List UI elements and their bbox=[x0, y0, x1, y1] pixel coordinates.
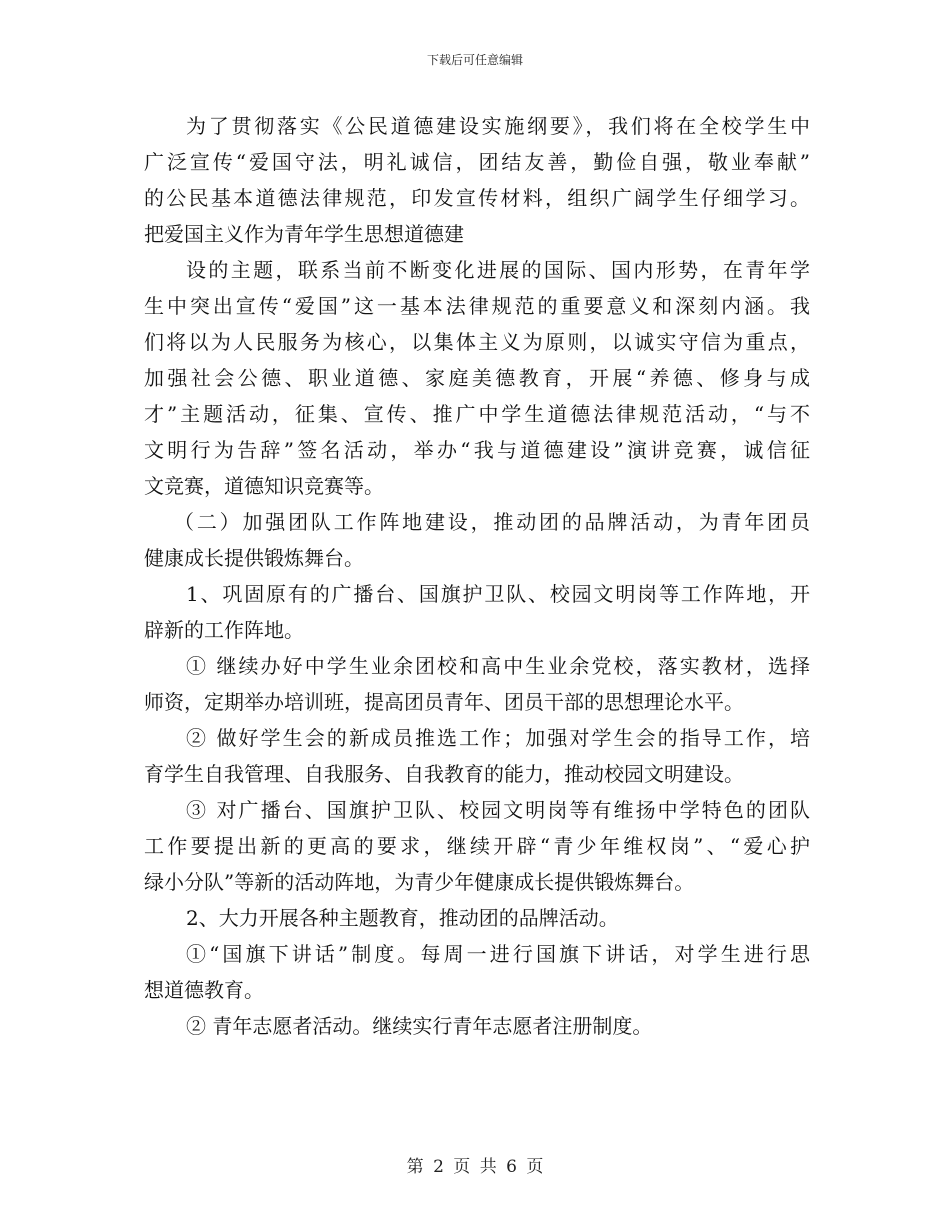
list-item-line: 绿小分队”等新的活动阵地，为青少年健康成长提供锻炼舞台。 bbox=[144, 870, 695, 894]
paragraph-line: 设的主题，联系当前不断变化进展的国际、国内形势，在青年学 bbox=[186, 258, 810, 282]
list-item-line: ① 继续办好中学生业余团校和高中生业余党校，落实教材，选择 bbox=[186, 654, 810, 678]
list-item-line: 想道德教育。 bbox=[144, 978, 264, 1002]
paragraph-line: 为了贯彻落实《公民道德建设实施纲要》，我们将在全校学生中 bbox=[186, 114, 810, 138]
paragraph-line: 文竞赛，道德知识竞赛等。 bbox=[144, 474, 384, 498]
paragraph-line: 们将以为人民服务为核心，以集体主义为原则，以诚实守信为重点， bbox=[144, 330, 810, 354]
document-body bbox=[144, 108, 810, 1044]
paragraph-line: 广泛宣传“爱国守法，明礼诚信，团结友善，勤俭自强，敬业奉献” bbox=[144, 150, 810, 174]
list-item-line: ③ 对广播台、国旗护卫队、校园文明岗等有维扬中学特色的团队 bbox=[186, 798, 810, 822]
paragraph-line: 文明行为告辞”签名活动，举办“我与道德建设”演讲竞赛，诚信征 bbox=[144, 438, 810, 462]
list-item-line: ② 青年志愿者活动。继续实行青年志愿者注册制度。 bbox=[186, 1014, 653, 1038]
section-heading-line: （二）加强团队工作阵地建设，推动团的品牌活动，为青年团员 bbox=[174, 510, 810, 534]
paragraph-line: 加强社会公德、职业道德、家庭美德教育，开展“养德、修身与成 bbox=[144, 366, 810, 390]
list-item-line: ①“国旗下讲话”制度。每周一进行国旗下讲话，对学生进行思 bbox=[186, 942, 810, 966]
paragraph-line: 1、巩固原有的广播台、国旗护卫队、校园文明岗等工作阵地，开 bbox=[186, 582, 810, 606]
paragraph-line: 辟新的工作阵地。 bbox=[144, 618, 304, 642]
list-item-line: ② 做好学生会的新成员推选工作；加强对学生会的指导工作，培 bbox=[186, 726, 810, 750]
list-item-line: 师资，定期举办培训班，提高团员青年、团员干部的思想理论水平。 bbox=[144, 690, 744, 714]
paragraph-line: 才”主题活动，征集、宣传、推广中学生道德法律规范活动，“与不 bbox=[144, 402, 810, 426]
page-header-note: 下载后可任意编辑 bbox=[426, 53, 523, 67]
list-item-line: 育学生自我管理、自我服务、自我教育的能力，推动校园文明建设。 bbox=[144, 762, 744, 786]
section-heading-line: 健康成长提供锻炼舞台。 bbox=[144, 546, 364, 570]
list-item-line: 工作要提出新的更高的要求，继续开辟“青少年维权岗”、“爱心护 bbox=[144, 834, 810, 858]
paragraph-line: 2、大力开展各种主题教育，推动团的品牌活动。 bbox=[186, 906, 619, 930]
paragraph-line: 把爱国主义作为青年学生思想道德建 bbox=[144, 222, 464, 246]
page-number: 第 2 页 共 6 页 bbox=[406, 1157, 544, 1177]
paragraph-line: 生中突出宣传“爱国”这一基本法律规范的重要意义和深刻内涵。我 bbox=[144, 294, 810, 318]
paragraph-line: 的公民基本道德法律规范，印发宣传材料，组织广阔学生仔细学习。 bbox=[144, 186, 810, 210]
